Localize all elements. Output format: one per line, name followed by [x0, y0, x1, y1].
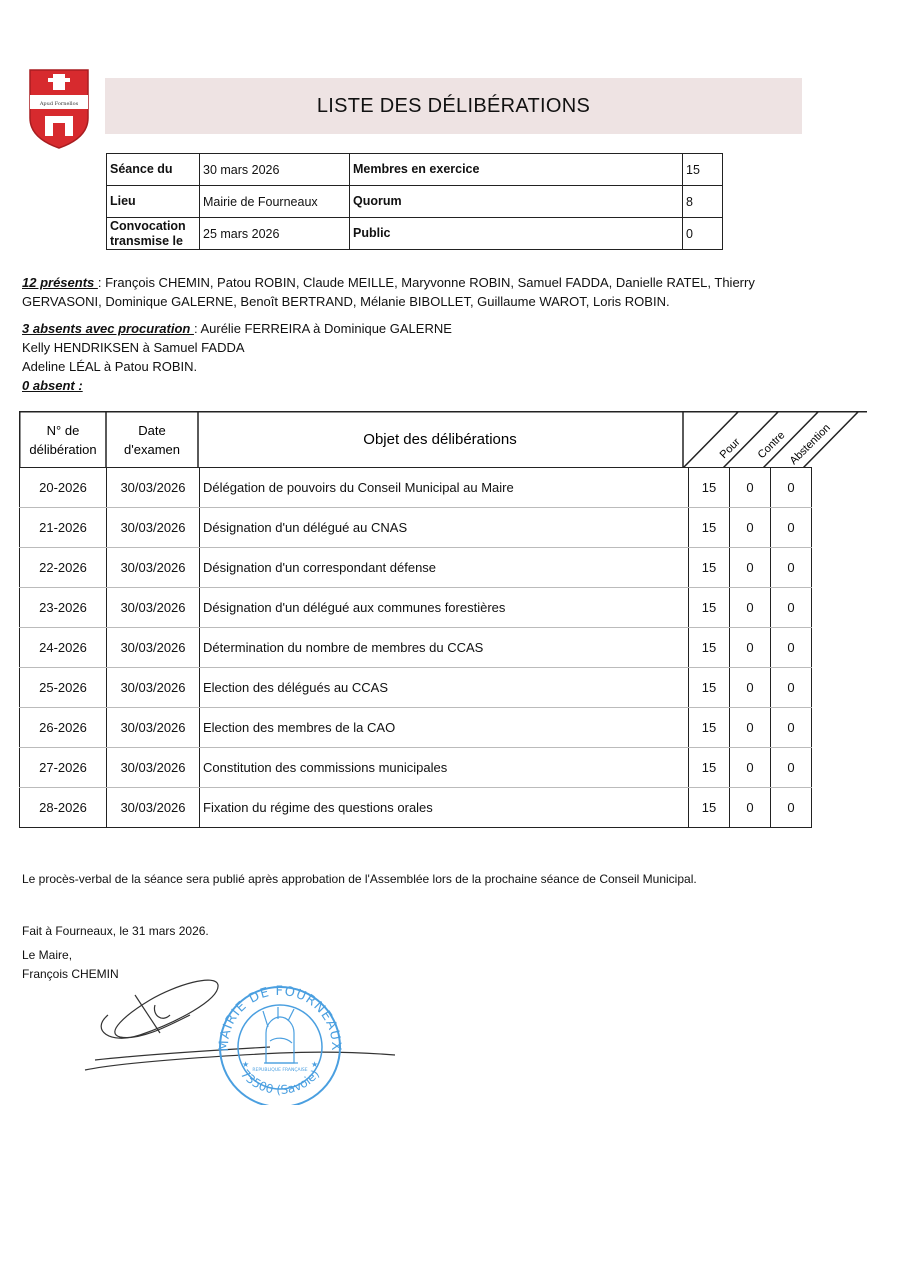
cell-contre: 0 [730, 468, 771, 508]
cell-date: 30/03/2026 [107, 668, 200, 708]
seance-label: Séance du [107, 154, 200, 186]
header-contre: Contre [755, 429, 788, 462]
absents-proc-line3: Adeline LÉAL à Patou ROBIN. [22, 359, 198, 374]
table-row [20, 788, 812, 828]
presents-paragraph [22, 273, 755, 311]
cell-objet: Désignation d'un délégué aux communes forestières [200, 588, 689, 628]
cell-abstention: 0 [771, 468, 812, 508]
deliberations-header [19, 411, 867, 468]
cell-date: 30/03/2026 [107, 748, 200, 788]
cell-abstention: 0 [771, 508, 812, 548]
membres-label: Membres en exercice [350, 154, 683, 186]
logo-caption: Apud Fornellos [39, 101, 79, 107]
coat-of-arms-logo [28, 68, 90, 150]
presents-label: 12 présents [22, 275, 98, 290]
lieu-value: Mairie de Fourneaux [200, 186, 350, 218]
cell-num: 24-2026 [20, 628, 107, 668]
presents-line1: : François CHEMIN, Patou ROBIN, Claude MEILLE, Maryvonne ROBIN, Samuel FADDA, Danielle RATEL, Thierry [97, 275, 755, 290]
cell-abstention: 0 [771, 588, 812, 628]
header-num-line1: N° de [46, 423, 80, 438]
convocation-label-line1: Convocation [110, 218, 186, 233]
table-row [20, 748, 812, 788]
signoff-place-date: Fait à Fourneaux, le 31 mars 2026. [22, 924, 209, 938]
cell-contre: 0 [730, 508, 771, 548]
cell-contre: 0 [730, 748, 771, 788]
cell-date: 30/03/2026 [107, 468, 200, 508]
page-title: LISTE DES DÉLIBÉRATIONS [105, 78, 802, 134]
stamp-star-right-icon: ★ [311, 1060, 319, 1069]
absent-label: 0 absent : [22, 378, 83, 393]
cell-date: 30/03/2026 [107, 588, 200, 628]
lieu-label: Lieu [107, 186, 200, 218]
cell-num: 28-2026 [20, 788, 107, 828]
signoff-name: François CHEMIN [22, 967, 119, 981]
cell-objet: Fixation du régime des questions orales [200, 788, 689, 828]
header-date-line2: d'examen [124, 442, 180, 457]
cell-objet: Détermination du nombre de membres du CCAS [200, 628, 689, 668]
cell-abstention: 0 [771, 748, 812, 788]
table-row [20, 468, 812, 508]
cell-pour: 15 [689, 628, 730, 668]
cell-num: 21-2026 [20, 508, 107, 548]
cell-pour: 15 [689, 508, 730, 548]
table-row [20, 548, 812, 588]
cell-pour: 15 [689, 588, 730, 628]
stamp-top-text: MAIRIE DE FOURNEAUX [216, 983, 344, 1052]
cell-date: 30/03/2026 [107, 788, 200, 828]
cell-date: 30/03/2026 [107, 548, 200, 588]
cell-pour: 15 [689, 668, 730, 708]
quorum-label: Quorum [350, 186, 683, 218]
header-num-line2: délibération [29, 442, 97, 457]
cell-pour: 15 [689, 468, 730, 508]
table-row [20, 508, 812, 548]
signoff-role: Le Maire, [22, 948, 73, 962]
cell-contre: 0 [730, 788, 771, 828]
marianne-figure-icon [263, 1007, 298, 1063]
cell-num: 22-2026 [20, 548, 107, 588]
cell-num: 27-2026 [20, 748, 107, 788]
cell-objet: Election des membres de la CAO [200, 708, 689, 748]
stamp-bottom-text: 73500 (Savoie) [237, 1066, 323, 1097]
header-abstention: Abstention [787, 421, 833, 468]
table-row [20, 628, 812, 668]
cell-num: 20-2026 [20, 468, 107, 508]
absents-proc-line2: Kelly HENDRIKSEN à Samuel FADDA [22, 340, 245, 355]
cell-num: 23-2026 [20, 588, 107, 628]
mairie-stamp [208, 975, 348, 1105]
deliberations-table [19, 467, 812, 828]
seance-value: 30 mars 2026 [200, 154, 350, 186]
session-info-table [106, 153, 723, 250]
stamp-star-left-icon: ★ [242, 1060, 250, 1069]
cell-abstention: 0 [771, 788, 812, 828]
table-row [20, 708, 812, 748]
cell-abstention: 0 [771, 548, 812, 588]
cell-abstention: 0 [771, 668, 812, 708]
cell-pour: 15 [689, 788, 730, 828]
header-date-line1: Date [138, 423, 166, 438]
cell-contre: 0 [730, 668, 771, 708]
cell-abstention: 0 [771, 708, 812, 748]
cell-objet: Désignation d'un délégué au CNAS [200, 508, 689, 548]
public-value: 0 [683, 218, 723, 250]
absents-proc-line1: : Aurélie FERREIRA à Dominique GALERNE [193, 321, 452, 336]
cell-contre: 0 [730, 628, 771, 668]
cell-date: 30/03/2026 [107, 508, 200, 548]
cell-contre: 0 [730, 588, 771, 628]
cell-pour: 15 [689, 748, 730, 788]
absents-proc-label: 3 absents avec procuration [22, 321, 194, 336]
convocation-label-line2: transmise le [110, 233, 183, 248]
table-row [20, 668, 812, 708]
cell-abstention: 0 [771, 628, 812, 668]
cell-objet: Constitution des commissions municipales [200, 748, 689, 788]
svg-text:MAIRIE DE FOURNEAUX [217, 984, 343, 1052]
cell-contre: 0 [730, 548, 771, 588]
proces-verbal-note: Le procès-verbal de la séance sera publié après approbation de l'Assemblée lors de la prochaine séance de Conseil Municipal. [22, 872, 697, 886]
cell-date: 30/03/2026 [107, 628, 200, 668]
membres-value: 15 [683, 154, 723, 186]
convocation-label [107, 218, 200, 250]
table-row [20, 588, 812, 628]
cell-objet: Désignation d'un correspondant défense [200, 548, 689, 588]
cell-num: 25-2026 [20, 668, 107, 708]
header-pour: Pour [717, 436, 743, 462]
cell-date: 30/03/2026 [107, 708, 200, 748]
presents-line2: GERVASONI, Dominique GALERNE, Benoît BERTRAND, Mélanie BIBOLLET, Guillaume WAROT, Loris ROBIN. [22, 294, 670, 309]
public-label: Public [350, 218, 683, 250]
header-objet: Objet des délibérations [363, 431, 517, 448]
cell-num: 26-2026 [20, 708, 107, 748]
cell-contre: 0 [730, 708, 771, 748]
cell-objet: Délégation de pouvoirs du Conseil Municipal au Maire [200, 468, 689, 508]
absents-paragraph [22, 319, 452, 395]
cell-objet: Election des délégués au CCAS [200, 668, 689, 708]
cell-pour: 15 [689, 708, 730, 748]
quorum-value: 8 [683, 186, 723, 218]
convocation-value: 25 mars 2026 [200, 218, 350, 250]
stamp-middle-text: REPUBLIQUE FRANÇAISE [252, 1068, 308, 1073]
cell-pour: 15 [689, 548, 730, 588]
